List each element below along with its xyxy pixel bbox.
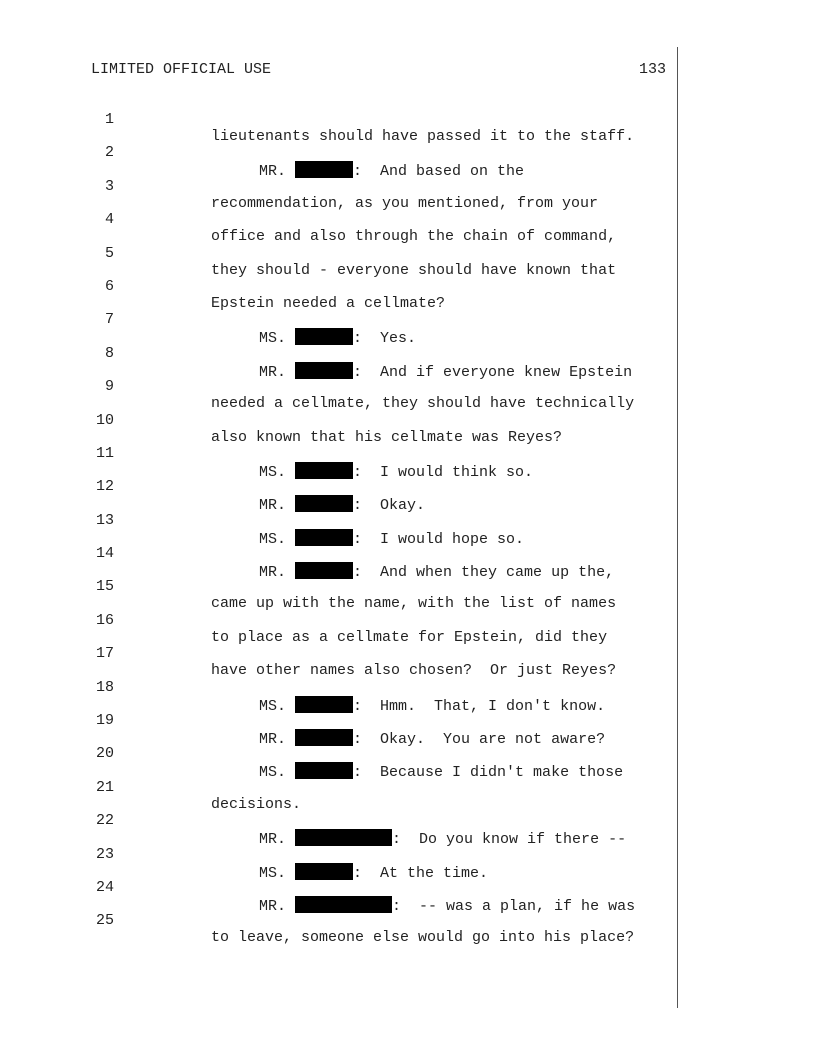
speaker-label: MS.: [259, 463, 287, 481]
line-number: 14: [95, 545, 114, 563]
line-text: have other names also chosen? Or just Reyes?: [211, 662, 617, 680]
transcript-line: [0, 762, 816, 813]
transcript-line: [0, 662, 816, 715]
line-number: 22: [95, 812, 114, 830]
line-text: : Okay.: [353, 497, 426, 515]
line-text: lieutenants should have passed it to the staff.: [211, 128, 635, 145]
line-number: 25: [95, 912, 114, 930]
line-text: they should - everyone should have known that: [211, 261, 617, 279]
transcript-line: [0, 395, 816, 446]
line-number: 3: [104, 177, 114, 195]
line-number: 19: [95, 712, 114, 730]
line-number: 21: [95, 778, 114, 796]
line-text: : Do you know if there --: [392, 831, 627, 849]
transcript-line: [0, 328, 816, 381]
transcript-line: [0, 795, 816, 849]
line-text: also known that his cellmate was Reyes?: [211, 428, 563, 446]
speaker-label: MR.: [259, 731, 287, 749]
transcript-line: [0, 294, 816, 348]
line-number: 13: [95, 511, 114, 529]
line-number: 4: [104, 211, 114, 229]
line-number: 18: [95, 678, 114, 696]
speaker-label: MR.: [259, 564, 287, 582]
speaker-label: MS.: [259, 530, 287, 548]
line-text: : I would hope so.: [353, 530, 525, 548]
transcript-line: [0, 261, 816, 312]
transcript-line: [0, 428, 816, 481]
transcript-line: [0, 561, 816, 613]
line-number: 10: [95, 411, 114, 429]
transcript-line: [0, 728, 816, 782]
speaker-label: MS.: [259, 330, 287, 348]
transcript-line: [0, 94, 816, 145]
speaker-label: MR.: [259, 897, 287, 915]
speaker-label: MS.: [259, 697, 287, 715]
line-text: Epstein needed a cellmate?: [211, 294, 446, 312]
page-number: 133: [638, 61, 666, 78]
speaker-label: MS.: [259, 764, 287, 782]
transcript-line: [0, 361, 816, 413]
line-text: : At the time.: [353, 864, 489, 882]
transcript-line: [0, 161, 816, 212]
line-text: : And if everyone knew Epstein: [353, 363, 633, 381]
transcript-line: [0, 127, 816, 181]
classification-header: LIMITED OFFICIAL USE: [91, 61, 272, 78]
transcript-body: [0, 94, 816, 947]
line-number: 17: [95, 645, 114, 663]
transcript-line: [0, 595, 816, 646]
transcript-line: [0, 628, 816, 680]
speaker-label: MS.: [259, 864, 287, 882]
line-number: 15: [95, 578, 114, 596]
line-text: recommendation, as you mentioned, from your: [211, 194, 599, 212]
transcript-line: [0, 895, 816, 947]
line-text: to place as a cellmate for Epstein, did they: [211, 628, 608, 646]
line-text: came up with the name, with the list of names: [211, 595, 617, 613]
line-number: 16: [95, 611, 114, 629]
line-text: : And when they came up the,: [353, 564, 615, 582]
line-number: 1: [104, 111, 114, 128]
transcript-line: [0, 528, 816, 582]
line-text: : Hmm. That, I don't know.: [353, 697, 606, 715]
speaker-label: MR.: [259, 497, 287, 515]
line-number: 2: [104, 144, 114, 162]
transcript-line: [0, 862, 816, 915]
line-number: 20: [95, 745, 114, 763]
transcript-line: [0, 461, 816, 515]
transcript-line: [0, 495, 816, 548]
transcript-line: [0, 695, 816, 749]
line-number: 8: [104, 344, 114, 362]
line-number: 12: [95, 478, 114, 496]
line-text: : I would think so.: [353, 463, 534, 481]
line-number: 7: [104, 311, 114, 329]
line-text: needed a cellmate, they should have technically: [211, 395, 635, 413]
transcript-line: [0, 829, 816, 882]
line-number: 11: [95, 444, 114, 462]
speaker-label: MR.: [259, 163, 287, 181]
line-number: 6: [104, 277, 114, 295]
speaker-label: MR.: [259, 831, 287, 849]
speaker-label: MR.: [259, 363, 287, 381]
line-text: to leave, someone else would go into his place?: [211, 929, 635, 947]
line-text: : And based on the: [353, 163, 525, 181]
transcript-line: [0, 194, 816, 246]
line-text: decisions.: [211, 795, 302, 813]
line-text: : Because I didn't make those: [353, 764, 624, 782]
line-number: 5: [104, 244, 114, 262]
line-text: office and also through the chain of command,: [211, 228, 617, 246]
line-number: 9: [104, 378, 114, 396]
line-text: : Okay. You are not aware?: [353, 731, 606, 749]
line-text: : Yes.: [353, 330, 417, 348]
line-number: 23: [95, 845, 114, 863]
line-number: 24: [95, 878, 114, 896]
line-text: : -- was a plan, if he was: [392, 897, 636, 915]
transcript-line: [0, 228, 816, 279]
